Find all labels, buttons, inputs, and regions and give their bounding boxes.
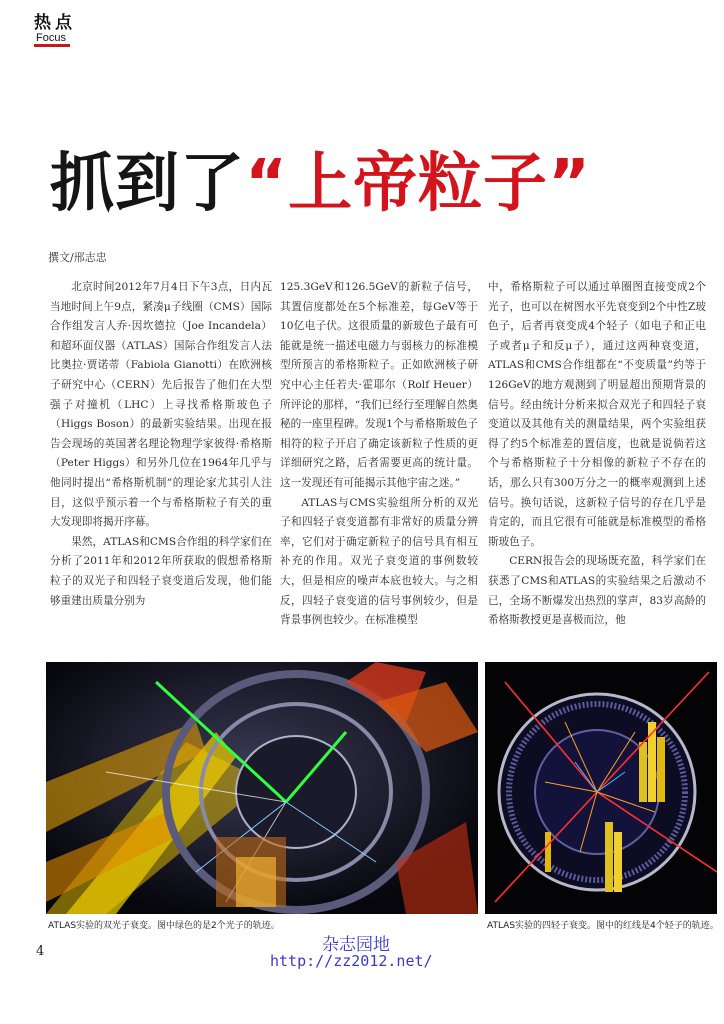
section-rule — [34, 44, 70, 47]
headline-part2: “上帝粒子” — [245, 147, 592, 221]
article-column-1 — [50, 278, 272, 611]
paragraph: 果然，ATLAS和CMS合作组的科学家们在分析了2011年和2012年所获取的假想希格斯粒子的双光子和四轻子衰变道后发现，他们能够重建出质量分别为 — [50, 535, 272, 607]
page-number: 4 — [36, 944, 45, 959]
article-column-2 — [280, 278, 478, 631]
atlas-diphoton-image — [46, 662, 478, 914]
headline — [50, 132, 591, 224]
watermark-url[interactable]: http://zz2012.net/ — [270, 952, 433, 970]
watermark-title: 杂志园地 — [322, 935, 390, 955]
section-label: 热点 — [34, 13, 76, 33]
section-label-en: Focus — [36, 32, 66, 44]
paragraph: 北京时间2012年7月4日下午3点，日内瓦当地时间上午9点，紧凑μ子线圈（CMS）国际合作组发言人乔·因坎德拉（Joe Incandela）和超环面仪器（ATLAS）国际合作组发言人法比奥拉·贾诺蒂（Fabiola Gianotti）在欧洲核子研究中心（CERN）先后报告了他们在大型强子对撞机（LHC）上寻找希格斯玻色子（Higgs Boson）的最新实验结果。出现在报告会现场的英国著名理论物理学家彼得·希格斯（Peter Higgs）和另外几位在1964年几乎与他同时提出“希格斯机制”的理论家尤其引人注目，这似乎预示着一个与希格斯粒子有关的重大发现即将揭开序幕。 — [50, 281, 272, 529]
article-column-3 — [488, 278, 706, 631]
paragraph: ATLAS与CMS实验组所分析的双光子和四轻子衰变道都有非常好的质量分辨率，它们对于确定新粒子的信号具有相互补充的作用。双光子衰变道的事例数较大，但是相应的噪声本底也较大。与之相反，四轻子衰变道的信号事例较少，但是背景事例也较少。在标准模型 — [280, 496, 478, 627]
paragraph: 中，希格斯粒子可以通过单圈图直接变成2个光子，也可以在树图水平先衰变到2个中性Z玻色子，后者再衰变成4个轻子（如电子和正电子或者μ子和反μ子），通过这两种衰变道，ATLAS和CMS合作组都在“不变质量”约等于126GeV的地方观测到了明显超出预期背景的信号。经由统计分析来拟合双光子和四轻子衰变道以及其他有关的测量结果，两个实验组获得了约5个标准差的置信度，也就是说倘若这个与希格斯粒子十分相像的新粒子不存在的话，那么只有300万分之一的概率观测到上述信号。换句话说，这新粒子信号的存在几乎是肯定的，而且它很有可能就是标准模型的希格斯玻色子。 — [488, 281, 706, 548]
paragraph: CERN报告会的现场既充盈，科学家们在获悉了CMS和ATLAS的实验结果之后激动不已，全场不断爆发出热烈的掌声，83岁高龄的希格斯教授更是喜极而泣，他 — [488, 555, 706, 627]
image-caption-right: ATLAS实验的四轻子衰变。图中的红线是4个轻子的轨迹。 — [487, 921, 719, 931]
paragraph: 125.3GeV和126.5GeV的新粒子信号，其置信度都处在5个标准差，每GeV等于10亿电子伏。这很质量的新玻色子最有可能就是统一描述电磁力与弱核力的标准模型所预言的希格斯粒子。正如欧洲核子研究中心主任若夫·霍耶尔（Rolf Heuer）所评论的那样，“我们已经行至理解自然奥秘的一座里程碑。发现1个与希格斯玻色子相符的粒子开启了确定该新粒子性质的更详细研究之路，后者需要更高的统计量。这一发现还有可能揭示其他宇宙之迷。” — [280, 281, 478, 489]
image-caption-left: ATLAS实验的双光子衰变。图中绿色的是2个光子的轨迹。 — [48, 921, 280, 931]
atlas-four-lepton-image — [485, 662, 717, 914]
headline-part1: 抓到了 — [50, 147, 245, 221]
byline: 撰文/邢志忠 — [48, 251, 107, 264]
